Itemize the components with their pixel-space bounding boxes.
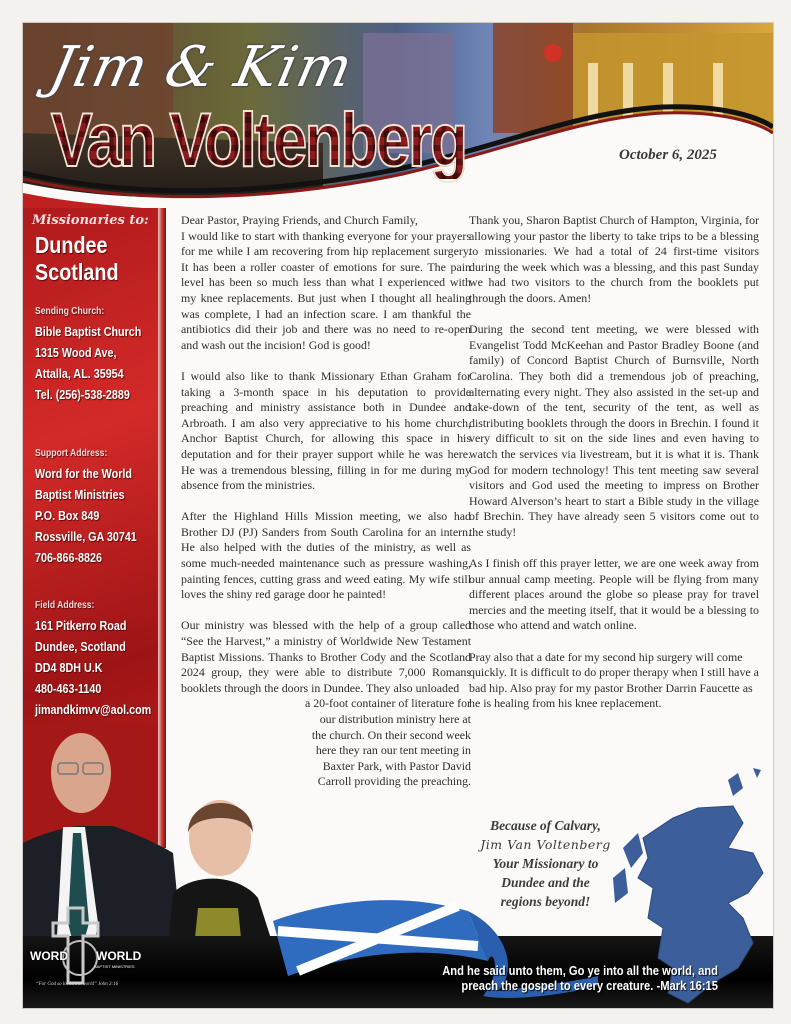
wrapped-paragraph-tail	[181, 696, 471, 790]
logo-tagline: BAPTIST MINISTRIES	[94, 964, 135, 969]
sending-church-block	[35, 306, 141, 406]
support-po-box: P.O. Box 849	[35, 509, 100, 523]
support-address-block	[35, 448, 137, 569]
letter-paragraph: Our ministry was blessed with the help of a group called “See the Harvest,” a ministry of Worldwide New Testament Baptist Missions. Thanks to Brother Cody and the Scotland 2024 group, they were able to distribute 7,000 Romans booklets through the doors in Dundee. They also unloaded	[181, 618, 471, 695]
letter-paragraph: Thank you, Sharon Baptist Church of Hampton, Virginia, for allowing your pastor the liberty to take trips to be a blessing to missionaries. We had a total of 24 first-time visitors during the week which was a blessing, and this past Sunday we had two visitors to the church from the booklets put through the doors. Amen!	[469, 213, 759, 305]
bible-verse	[391, 963, 718, 993]
building-shop	[493, 23, 573, 133]
country-name: Scotland	[35, 259, 119, 285]
wrapped-line: Carroll providing the preaching.	[317, 774, 471, 789]
support-city: Rossville, GA 30741	[35, 530, 137, 544]
verse-line: And he said unto them, Go ye into all the world, and	[442, 963, 718, 978]
logo-word-right: WORLD	[96, 949, 142, 963]
sending-church-name: Bible Baptist Church	[35, 325, 142, 339]
letter-paragraph: During the second tent meeting, we were blessed with Evangelist Todd McKeehan and Pastor Bradley Boone (and family) of Concord Baptist Church of Burnsville, North Carolina. They both did a tremendous job of preaching, alternating every night. They also assisted in the set-up and take-down of the tent, security of the tent, as well as distributing booklets through the doors in Brechin. I found it very difficult to sit on the side lines and even having to watch the services via livestream, but it is what it is. Thank God for modern technology! This tent meeting saw several visitors and God used the meeting to impress on Brother Howard Alverson’s heart to start a Bible study in the village of Brechin. They have already seen 5 visitors come out to the study!	[469, 322, 759, 539]
field-city: Dundee, Scotland	[35, 640, 126, 654]
wrapped-line: Baxter Park, with Pastor David	[322, 758, 471, 773]
closing-line: Dundee and the	[501, 875, 590, 890]
field-address-block	[35, 600, 151, 721]
verse-line: preach the gospel to every creature. -Mark 16:15	[461, 978, 718, 993]
closing-line: regions beyond!	[500, 894, 591, 909]
letter-column-right	[469, 213, 759, 728]
first-names-script: Jim & Kim	[44, 35, 359, 100]
surname-title: Van Voltenberg	[51, 98, 466, 183]
support-org-line2: Baptist Ministries	[35, 488, 125, 502]
letter-column-left	[181, 213, 471, 790]
letter-paragraph: I would like to start with thanking everyone for your prayers for me while I am recovering from hip replacement surgery. It has been a roller coaster of emotions for sure. The pain level has been so much less than what I experienced with my knee replacements. But just when I thought all healing was complete, I had an infection scare. I am thankful the antibiotics did their job and there was no need to re-open and wash out the incision! God is good!	[181, 228, 471, 352]
support-org-line1: Word for the World	[35, 467, 132, 481]
sending-church-street: 1315 Wood Ave,	[35, 346, 117, 360]
field-phone: 480-463-1140	[35, 682, 102, 696]
orkney-islands	[728, 773, 743, 796]
closing-line: Because of Calvary,	[490, 818, 601, 833]
word-for-the-world-logo	[28, 903, 143, 1003]
letter-paragraph: Pray also that a date for my second hip surgery will come quickly. It is difficult to do proper therapy when I still have a bad hip. Also pray for my pastor Brother Darrin Faucette as he is healing from his knee replacement.	[469, 649, 759, 711]
letter-paragraph: After the Highland Hills Mission meeting, we also had Brother DJ (PJ) Sanders from South Carolina for an intern. He also helped with the duties of the ministry, as well as some much-needed maintenance such as pressure washing, painting fences, cutting grass and weed eating. My wife still loves the shiny red garage door he painted!	[181, 509, 471, 602]
sending-church-phone: Tel. (256)-538-2889	[35, 388, 130, 402]
logo-quote: “For God so loved the world” John 3:16	[35, 982, 119, 987]
field-street: 161 Pitkerro Road	[35, 619, 127, 633]
missionaries-to-label: Missionaries to:	[32, 213, 149, 228]
street-lamp	[544, 44, 562, 62]
outer-hebrides	[613, 868, 628, 903]
wrapped-line: our distribution ministry here at	[319, 712, 471, 726]
shetland-islands	[753, 768, 761, 778]
support-address-label: Support Address:	[35, 448, 108, 459]
letter-paragraph: As I finish off this prayer letter, we are one week away from our annual camp meeting. People will be flying from many different places around the globe so please pray for travel mercies and the meeting itself, that it would be a blessing to those who attend and watch online.	[469, 556, 759, 633]
city-name: Dundee	[35, 232, 108, 258]
closing-line: Your Missionary to	[492, 856, 599, 871]
letter-paragraph: I would also like to thank Missionary Ethan Graham for taking a 3-month space in his deputation to provide preaching and ministry assistance both in Dundee and Arbroath. I am also very appreciative to his home church, Anchor Baptist Church, for allowing this space in his deputation and for their prayer support while he was here. He was a tremendous blessing, filling in for me during my absence from the ministries.	[181, 368, 471, 493]
field-postcode: DD4 8DH U.K	[35, 661, 103, 675]
signature-name: Jim Van Voltenberg	[480, 837, 611, 852]
letter-date: October 6, 2025	[619, 147, 717, 163]
wrapped-line: the church. On their second week	[311, 727, 471, 742]
logo-word-left: WORD	[30, 949, 68, 963]
support-phone: 706-866-8826	[35, 551, 102, 565]
wrapped-line: here they ran our tent meeting in	[315, 743, 471, 758]
sending-church-city: Attalla, AL. 35954	[35, 367, 124, 381]
letter-greeting: Dear Pastor, Praying Friends, and Church Family,	[181, 213, 418, 227]
wrapped-line: a 20-foot container of literature for	[304, 696, 471, 711]
header-banner	[23, 23, 773, 208]
field-address-label: Field Address:	[35, 600, 95, 611]
hebrides	[623, 833, 643, 868]
sending-church-label: Sending Church:	[35, 306, 105, 317]
field-email[interactable]: jimandkimvv@aol.com	[35, 703, 152, 717]
mission-location	[35, 232, 119, 286]
newsletter-page	[22, 22, 774, 1009]
